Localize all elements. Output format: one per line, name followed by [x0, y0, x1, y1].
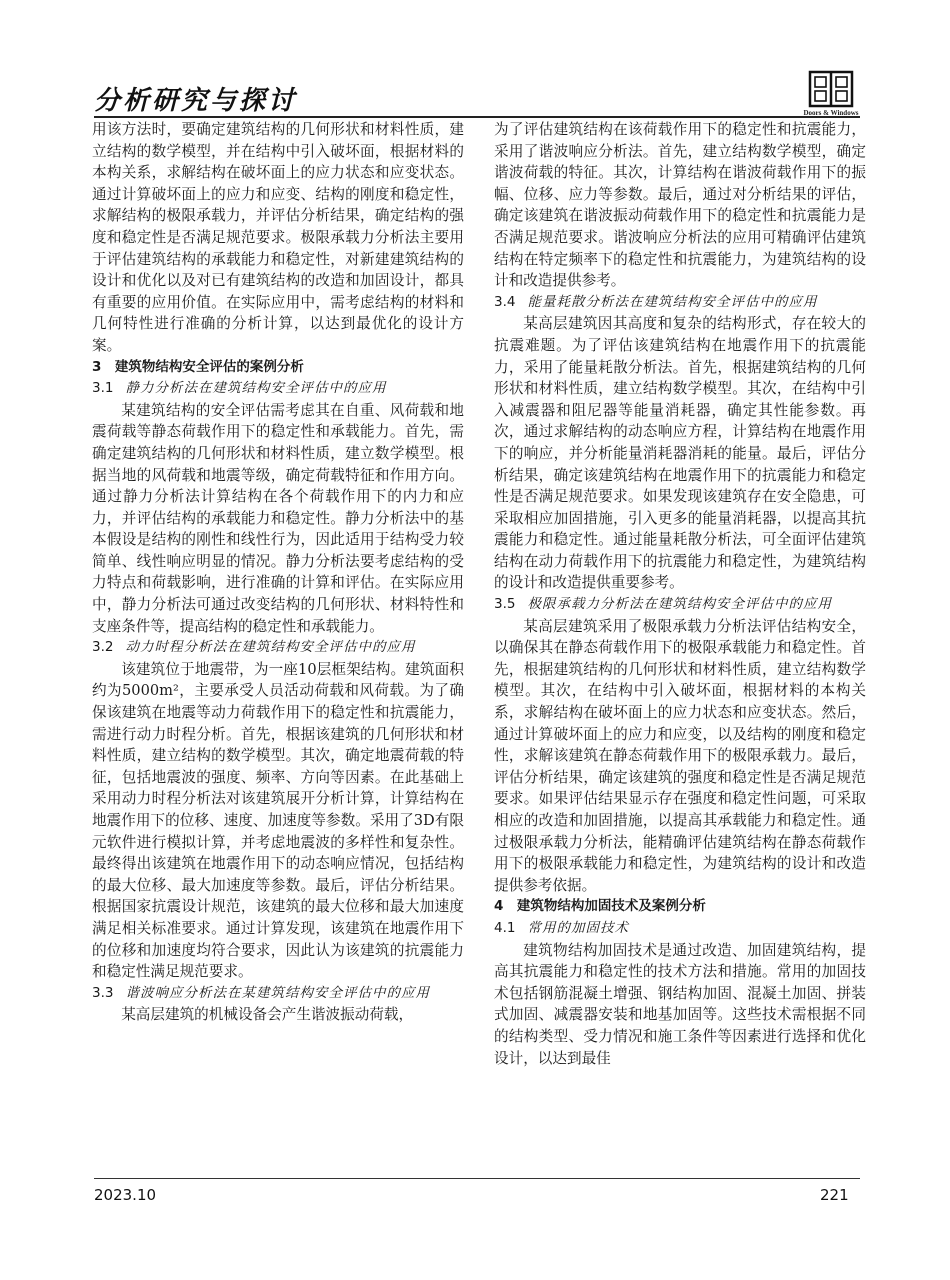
heading-3-4: [494, 292, 866, 314]
heading-4-1-number: 4.1: [494, 919, 516, 936]
right-column: [494, 119, 866, 1069]
header-rule: [94, 116, 860, 118]
paragraph-intro: 用该方法时，要确定建筑结构的几何形状和材料性质，建立结构的数学模型，并在结构中引入破坏面，根据材料的本构关系，求解结构在破坏面上的应力状态和应变状态。通过计算破坏面上的应力和应变、结构的刚度和稳定性，求解结构的极限承载力，并评估分析结果，确定结构的强度和稳定性是否满足规范要求。极限承载力分析法主要用于评估建筑结构的承载能力和稳定性，对新建建筑结构的设计和优化以及对已有建筑结构的改造和加固设计，都具有重要的应用价值。在实际应用中，需考虑结构的材料和几何特性进行准确的分析计算，以达到最优化的设计方案。: [92, 121, 464, 354]
window-logo-icon: [808, 70, 854, 108]
heading-3-2-text: 动力时程分析法在建筑结构安全评估中的应用: [125, 639, 416, 656]
heading-3-1: [92, 378, 464, 400]
paragraph-3-3-start: 某高层建筑的机械设备会产生谐波振动荷载，: [121, 1006, 414, 1024]
section-title: 分析研究与探讨: [94, 86, 298, 116]
heading-3-3-text: 谐波响应分析法在某建筑结构安全评估中的应用: [125, 984, 430, 1001]
issue-date: 2023.10: [94, 1186, 157, 1204]
heading-3-3-number: 3.3: [92, 984, 114, 1001]
heading-3-1-number: 3.1: [92, 380, 114, 397]
heading-3-4-text: 能量耗散分析法在建筑结构安全评估中的应用: [527, 293, 818, 310]
page-number: 221: [820, 1186, 849, 1204]
heading-3-3: [92, 983, 464, 1005]
heading-3-5: [494, 594, 866, 616]
heading-section-3: 3 建筑物结构安全评估的案例分析: [92, 358, 304, 375]
paragraph-3-3-continued: 为了评估建筑结构在该荷载作用下的稳定性和抗震能力，采用了谐波响应分析法。首先，建立结构数学模型，确定谐波荷载的特征。其次，计算结构在谐波荷载作用下的振幅、位移、应力等参数。最后，通过对分析结果的评估，确定该建筑在谐波振动荷载作用下的稳定性和抗震能力是否满足规范要求。谐波响应分析法的应用可精确评估建筑结构在特定频率下的稳定性和抗震能力，为建筑结构的设计和改造提供参考。: [494, 121, 866, 290]
logo-text: Doors & Windows: [803, 109, 859, 117]
heading-4-1: [494, 918, 866, 940]
heading-3-2: [92, 637, 464, 659]
paragraph-4-1: 建筑物结构加固技术是通过改造、加固建筑结构，提高其抗震能力和稳定性的技术方法和措施。常用的加固技术包括钢筋混凝土增强、钢结构加固、混凝土加固、拼装式加固、减震器安装和地基加固等。这些技术需根据不同的结构类型、受力情况和施工条件等因素进行选择和优化设计，以达到最佳: [494, 941, 866, 1067]
left-column: [92, 119, 464, 1026]
heading-3-2-number: 3.2: [92, 639, 114, 656]
heading-3-5-number: 3.5: [494, 596, 516, 613]
heading-3-4-number: 3.4: [494, 293, 516, 310]
paragraph-3-5: 某高层建筑采用了极限承载力分析法评估结构安全，以确保其在静态荷载作用下的极限承载能力和稳定性。首先，根据建筑结构的几何形状和材料性质，建立结构数学模型。其次，在结构中引入破坏面，根据材料的本构关系，求解结构在破坏面上的应力状态和应变状态。然后，通过计算破坏面上的应力和应变，以及结构的刚度和稳定性，求解该建筑在静态荷载作用下的极限承载力。最后，评估分析结果，确定该建筑的强度和稳定性是否满足规范要求。如果评估结果显示存在强度和稳定性问题，可采取相应的改造和加固措施，以提高其承载能力和稳定性。通过极限承载力分析法，能精确评估建筑结构在静态荷载作用下的极限承载能力和稳定性，为建筑结构的设计和改造提供参考依据。: [494, 617, 866, 894]
heading-section-4: 4 建筑物结构加固技术及案例分析: [494, 898, 706, 915]
paragraph-3-1: 某建筑结构的安全评估需考虑其在自重、风荷载和地震荷载等静态荷载作用下的稳定性和承载能力。首先，需确定建筑结构的几何形状和材料性质，建立数学模型。根据当地的风荷载和地震等级，确定荷载特征和作用方向。通过静力分析法计算结构在各个荷载作用下的内力和应力，并评估结构的承载能力和稳定性。静力分析法中的基本假设是结构的刚性和线性行为，因此适用于结构受力较简单、线性响应明显的情况。静力分析法要考虑结构的受力特点和荷载影响，进行准确的计算和评估。在实际应用中，静力分析法可通过改变结构的几何形状、材料特性和支座条件等，提高结构的稳定性和承载能力。: [92, 401, 464, 635]
paragraph-3-2: 该建筑位于地震带，为一座10层框架结构。建筑面积约为5000m²，主要承受人员活动荷载和风荷载。为了确保该建筑在地震等动力荷载作用下的稳定性和抗震能力，需进行动力时程分析。首先，根据该建筑的几何形状和材料性质，建立结构的数学模型。其次，确定地震荷载的特征，包括地震波的强度、频率、方向等因素。在此基础上采用动力时程分析法对该建筑展开分析计算，计算结构在地震作用下的位移、速度、加速度等参数。采用了3D有限元软件进行模拟计算，并考虑地震波的多样性和复杂性。最终得出该建筑在地震作用下的动态响应情况，包括结构的最大位移、最大加速度等参数。最后，评估分析结果。根据国家抗震设计规范，该建筑的最大位移和最大加速度满足相关标准要求。通过计算发现，该建筑在地震作用下的位移和加速度均符合要求，因此认为该建筑的抗震能力和稳定性满足规范要求。: [92, 660, 464, 981]
journal-logo: [800, 70, 862, 117]
heading-3-5-text: 极限承载力分析法在建筑结构安全评估中的应用: [527, 596, 832, 613]
footer-rule: [94, 1178, 860, 1179]
paragraph-3-4: 某高层建筑因其高度和复杂的结构形式，存在较大的抗震难题。为了评估该建筑结构在地震作用下的抗震能力，采用了能量耗散分析法。首先，根据建筑结构的几何形状和材料性质，建立结构数学模型。其次，在结构中引入减震器和阻尼器等能量消耗器，确定其性能参数。再次，通过求解结构的动态响应方程，计算结构在地震作用下的响应，并分析能量消耗器消耗的能量。最后，评估分析结果，确定该建筑结构在地震作用下的抗震能力和稳定性是否满足规范要求。如果发现该建筑存在安全隐患，可采取相应加固措施，引入更多的能量消耗器，以提高其抗震能力和稳定性。通过能量耗散分析法，可全面评估建筑结构在动力荷载作用下的抗震能力和稳定性，为建筑结构的设计和改造提供重要参考。: [494, 315, 866, 592]
heading-4-1-text: 常用的加固技术: [527, 919, 629, 936]
heading-3-1-text: 静力分析法在建筑结构安全评估中的应用: [125, 380, 387, 397]
